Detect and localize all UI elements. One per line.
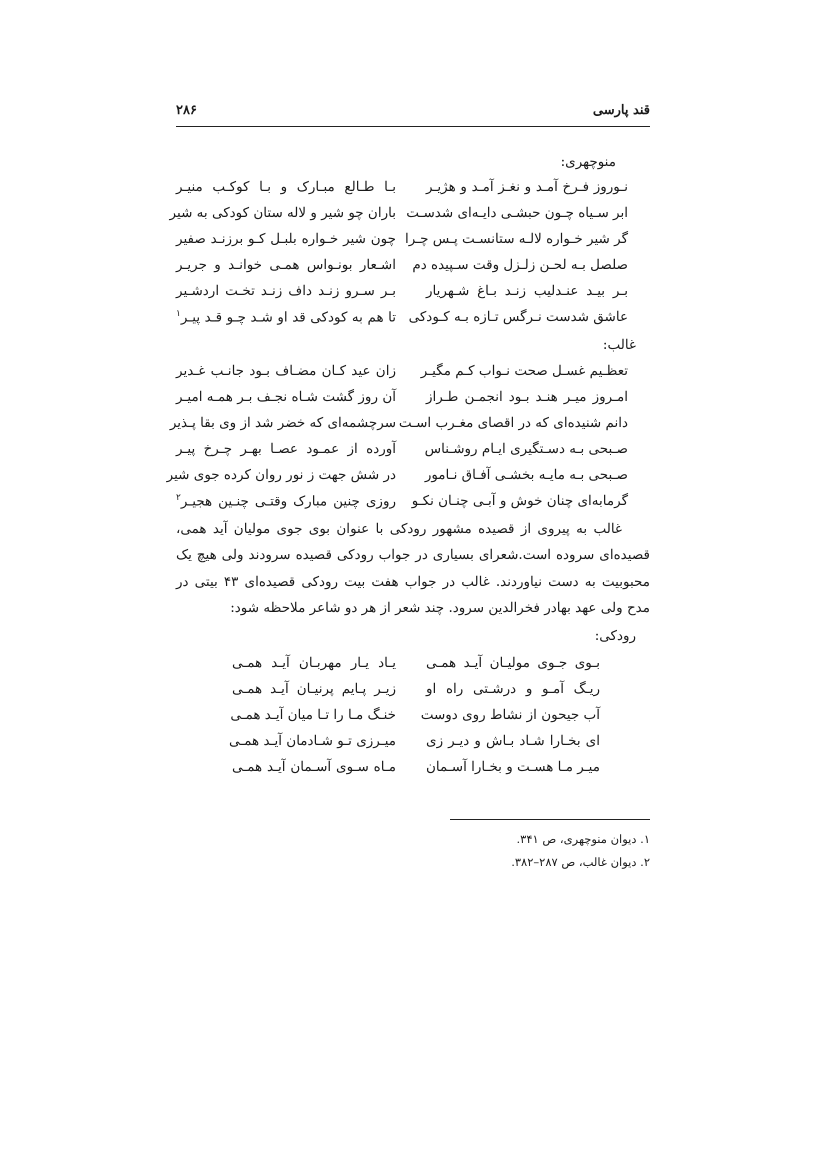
couplet <box>176 493 650 515</box>
couplet <box>176 179 650 201</box>
hemistich-first: گر شیر خـواره لالـه ستانسـت پـس چـرا <box>404 231 628 247</box>
hemistich-second: اشـعار بونـواس همـی خوانـد و جریـر <box>176 257 396 273</box>
book-title: قند پارسی <box>592 103 650 118</box>
couplet <box>176 231 650 253</box>
paragraph-line: مدح ولی عهد بهادر فخرالدین سرود. چند شعر از هر دو شاعر ملاحظه شود: <box>230 600 650 616</box>
hemistich-first: ابر سـیاه چـون حبشـی دایـه‌ای شدسـت <box>406 205 628 221</box>
couplet <box>176 707 650 729</box>
couplet <box>176 283 650 305</box>
hemistich-second: بـا طـالع مبـارک و بـا کوکـب منیـر <box>176 179 396 195</box>
hemistich-second: خنـگ مـا را تـا میان آیـد همـی <box>230 707 396 723</box>
hemistich-second: در شش جهت ز نور روان کرده جوی شیر <box>166 467 396 483</box>
paragraph-line: محبوبیت به دست نیاوردند. غالب در جواب هفت بیت رودکی قصیده‌ای ۴۳ بیتی در <box>176 574 650 590</box>
hemistich-second <box>176 309 396 326</box>
hemistich-text: تا هم به کودکی قد او شـد چـو قـد پیـر <box>180 309 396 326</box>
paragraph-line: قصیده‌ای سروده است.شعرای بسیاری در جواب رودکی قصیده سرودند ولی هیچ یک <box>176 547 650 563</box>
hemistich-second: آن روز گشت شـاه نجـف بـر همـه امیـر <box>176 389 396 405</box>
hemistich-first: ریـگ آمـو و درشـتی راه او <box>426 681 600 697</box>
couplet <box>176 759 650 781</box>
couplet <box>166 467 650 489</box>
poet-label-manuchehri: منوچهری: <box>560 154 616 170</box>
footnote: ۲. دیوان غالب، ص ۲۸۷–۳۸۲. <box>511 855 650 869</box>
hemistich-first: صـبحی بـه مایـه بخشـی آفـاق نـامور <box>424 467 628 483</box>
hemistich-text: روزی چنین مبارک وقتـی چنـین هجیـر <box>180 493 396 510</box>
hemistich-first: عاشق شدست نـرگس تـازه بـه کـودکی <box>408 309 628 325</box>
hemistich-first: امـروز میـر هنـد بـود انجمـن طـراز <box>426 389 628 405</box>
hemistich-second: آورده از عمـود عصـا بهـر چـرخ پیـر <box>176 441 396 457</box>
hemistich-first: ای بخـارا شـاد بـاش و دیـر زی <box>426 733 600 749</box>
hemistich-second: زیـر پـایم پرنیـان آیـد همـی <box>232 681 396 697</box>
hemistich-second: باران چو شیر و لاله ستان کودکی به شیر <box>169 205 396 221</box>
couplet <box>176 363 650 385</box>
hemistich-first: بـوی جـوی مولیـان آیـد همـی <box>426 655 600 671</box>
hemistich-first: نـوروز فـرخ آمـد و نغـز آمـد و هژیـر <box>426 179 628 195</box>
hemistich-first: صلصل بـه لحـن زلـزل وقت سـپیده دم <box>412 257 628 273</box>
poet-label-ghalib: غالب: <box>602 337 636 353</box>
hemistich-first: گرمابه‌ای چنان خوش و آبـی چنـان نکـو <box>411 493 628 509</box>
hemistich-first: تعظـیم غسـل صحت نـواب کـم مگیـر <box>420 363 628 379</box>
couplet <box>169 205 650 227</box>
hemistich-first: صـبحی بـه دسـتگیری ایـام روشـناس <box>424 441 628 457</box>
hemistich-second <box>176 493 396 510</box>
couplet <box>176 655 650 677</box>
hemistich-second: سرچشمه‌ای که خضر شد از وی بقا پـذیر <box>169 415 396 431</box>
poet-label-rudaki: رودکی: <box>594 628 636 644</box>
hemistich-second: بـر سـرو زنـد داف زنـد تخـت اردشـیر <box>176 283 396 299</box>
hemistich-first: آب جیحون از نشاط روی دوست <box>420 707 600 723</box>
header-rule <box>176 126 650 127</box>
footnote-rule <box>450 819 650 820</box>
footnote-ref: ۱ <box>176 309 181 319</box>
hemistich-first: میـر مـا هسـت و بخـارا آسـمان <box>425 759 600 775</box>
footnote-ref: ۲ <box>176 493 181 503</box>
hemistich-second: یـاد یـار مهربـان آیـد همـی <box>232 655 396 671</box>
couplet <box>176 733 650 755</box>
hemistich-second: مـاه سـوی آسـمان آیـد همـی <box>232 759 396 775</box>
couplet <box>176 441 650 463</box>
hemistich-second: میـرزی تـو شـادمان آیـد همـی <box>229 733 396 749</box>
couplet <box>176 681 650 703</box>
couplet <box>176 389 650 411</box>
hemistich-first: دانم شنیده‌ای که در اقصای مغـرب اسـت <box>398 415 628 431</box>
running-head <box>176 103 650 123</box>
footnote: ۱. دیوان منوچهری، ص ۳۴۱. <box>516 832 650 846</box>
hemistich-second: چون شیر خـواره بلبـل کـو برزنـد صفیر <box>176 231 396 247</box>
page-number: ۲۸۶ <box>176 103 197 118</box>
hemistich-first: بـر بیـد عنـدلیب زنـد بـاغ شـهریار <box>426 283 628 299</box>
hemistich-second: زان عید کـان مضـاف بـود جانـب غـدیر <box>176 363 396 379</box>
couplet <box>169 415 650 437</box>
couplet <box>176 257 650 279</box>
paragraph-line: غالب به پیروی از قصیده مشهور رودکی با عنوان بوی جوی مولیان آید همی، <box>176 521 622 537</box>
couplet <box>176 309 650 331</box>
